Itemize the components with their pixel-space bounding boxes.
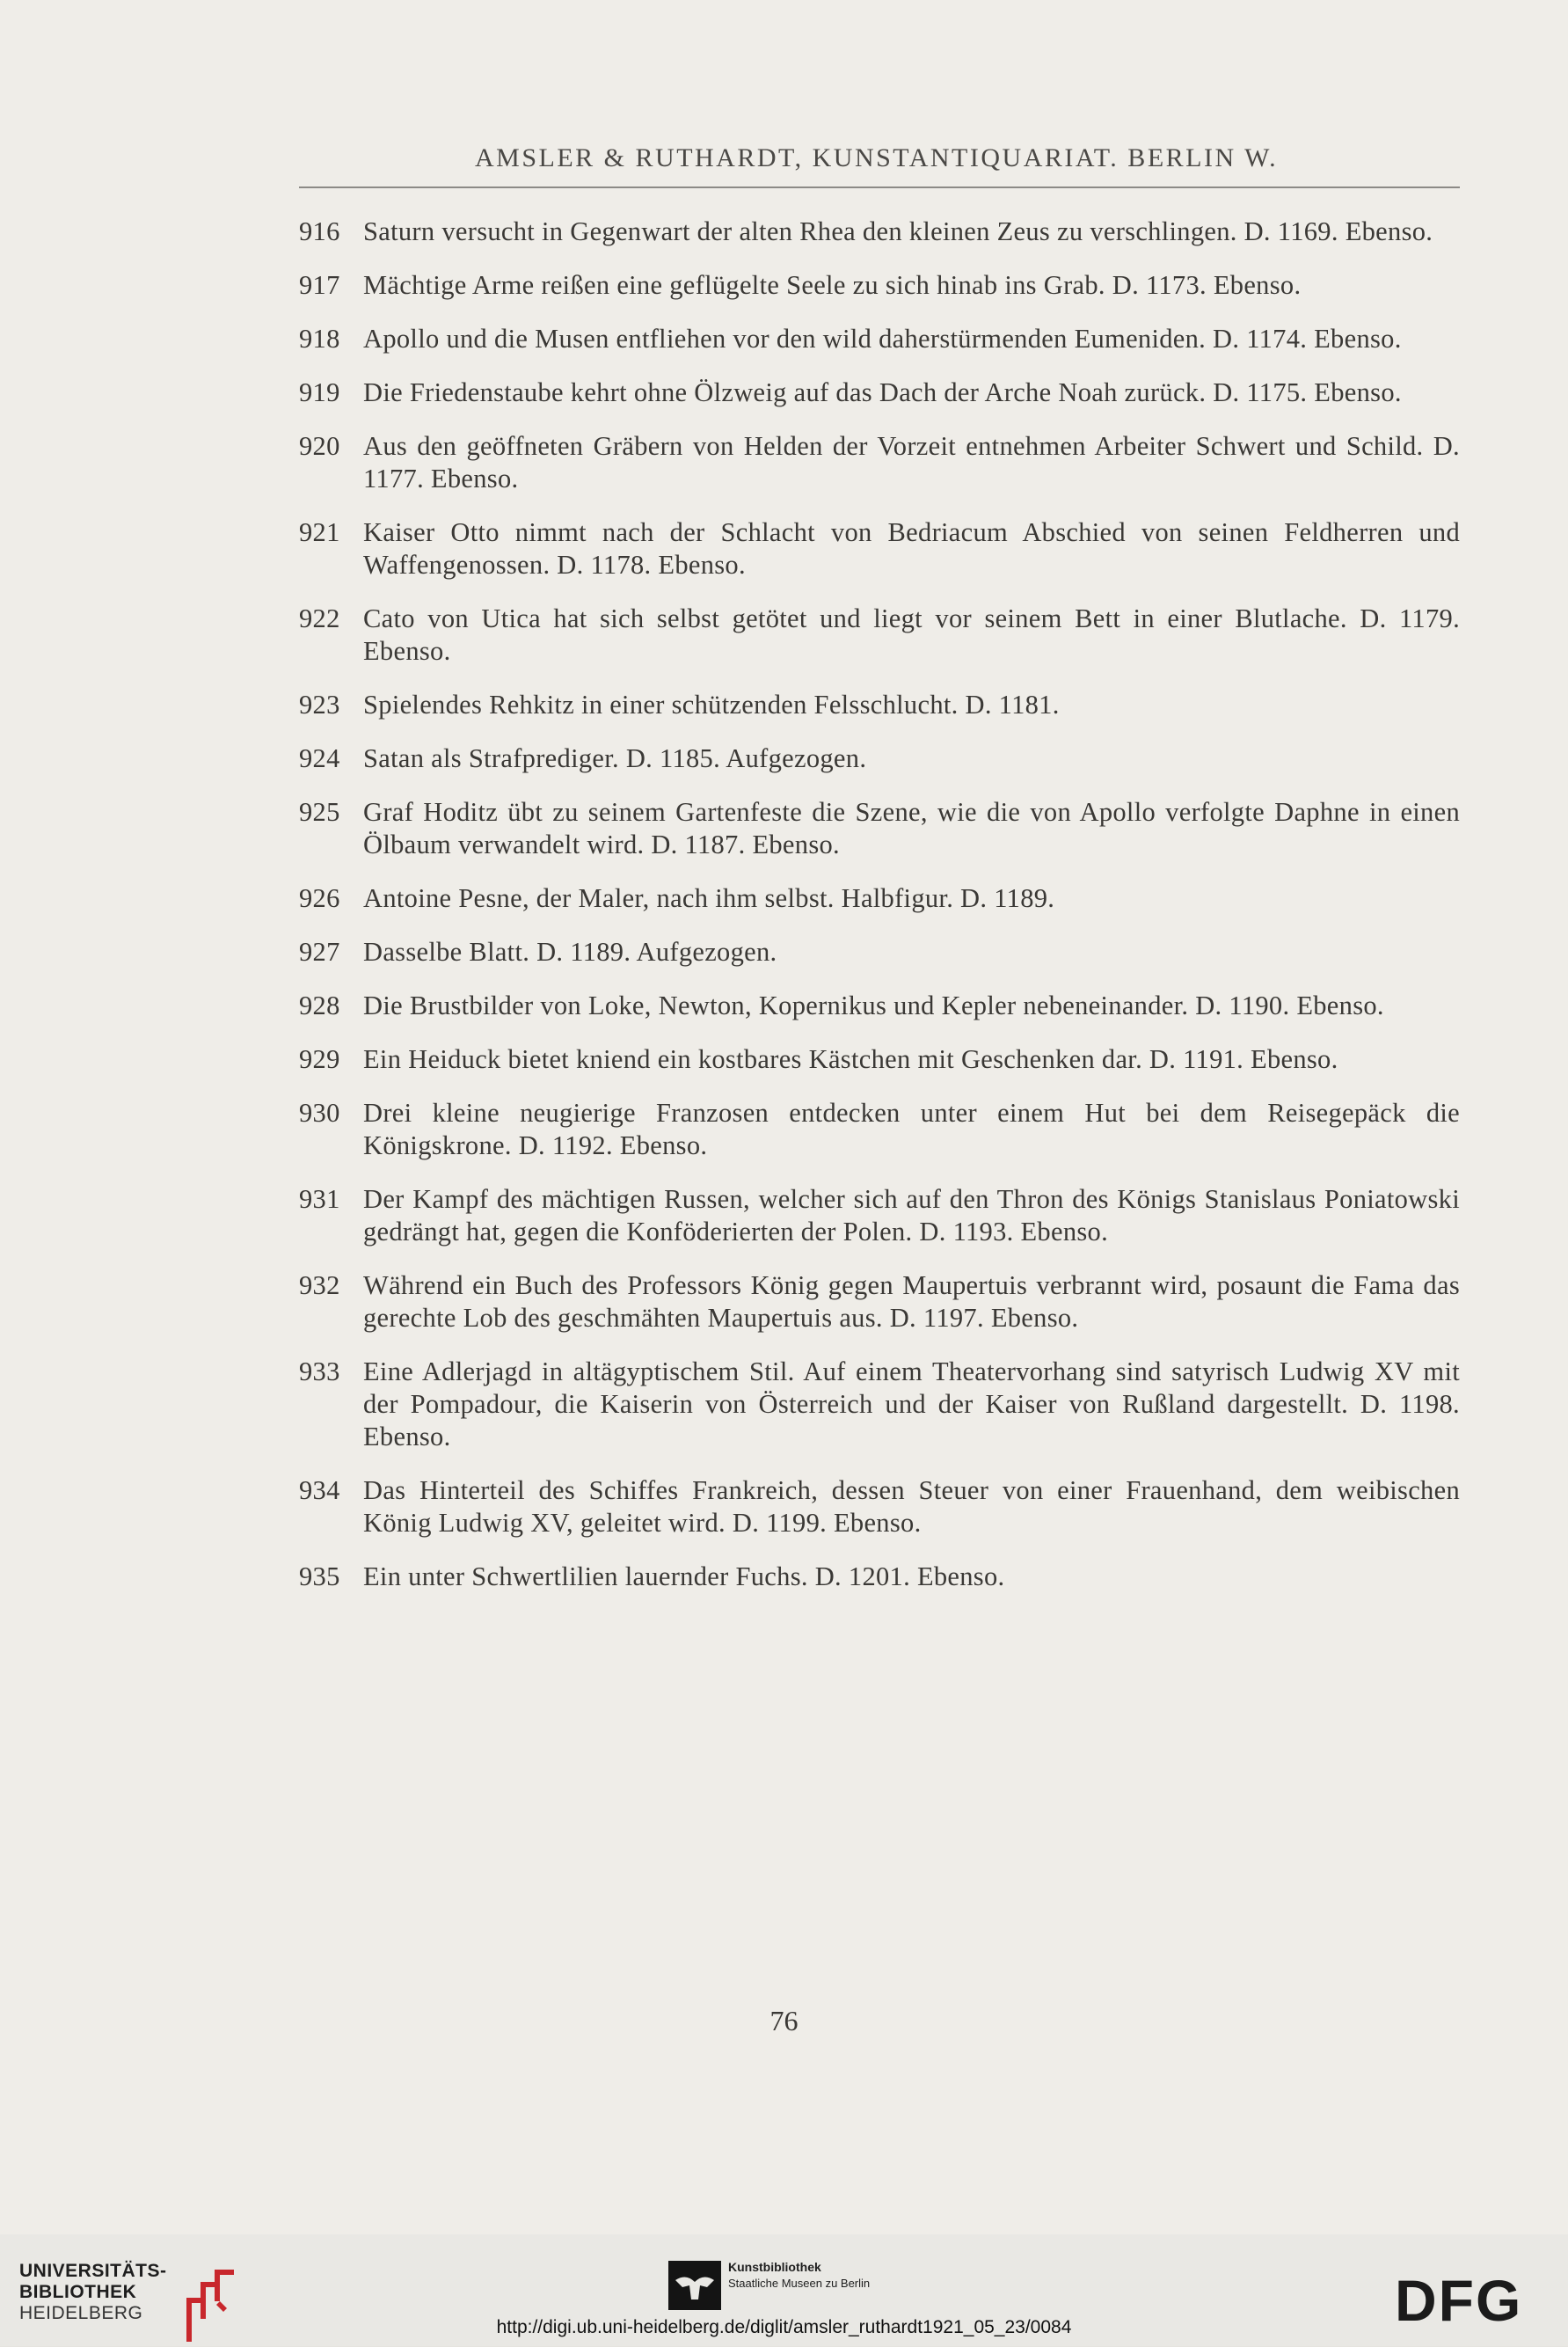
- catalog-entry: [299, 1183, 1460, 1248]
- entry-text: Ein unter Schwertlilien lauernder Fuchs. D. 1201. Ebenso.: [363, 1561, 1005, 1591]
- catalog-entry: [299, 1269, 1460, 1334]
- catalog-entry: [299, 742, 1460, 775]
- library-line-1: UNIVERSITÄTS-: [19, 2261, 167, 2281]
- catalog-entry: [299, 323, 1460, 355]
- entry-number: 918: [299, 324, 340, 354]
- catalog-entry: [299, 796, 1460, 861]
- entry-text: Aus den geöffneten Gräbern von Helden der Vorzeit entnehmen Arbeiter Schwert und Schild. D. 1177. Ebenso.: [363, 431, 1460, 494]
- catalog-entry: [299, 1356, 1460, 1453]
- page-header: AMSLER & RUTHARDT, KUNSTANTIQUARIAT. BERLIN W.: [475, 143, 1279, 172]
- entry-number: 929: [299, 1044, 340, 1074]
- catalog-entry: [299, 1474, 1460, 1539]
- entry-number: 924: [299, 743, 340, 773]
- entry-number: 922: [299, 603, 340, 633]
- entry-text: Eine Adlerjagd in altägyptischem Stil. Auf einem Theatervorhang sind satyrisch Ludwig XV mit der Pompadour, die Kaiserin von Österreich und der Kaiser von Rußland dargestellt. D. 1198. Ebenso.: [363, 1356, 1460, 1451]
- dfg-logo[interactable]: DFG: [1395, 2268, 1523, 2333]
- footer-bar: [0, 2234, 1568, 2346]
- entry-number: 919: [299, 377, 340, 407]
- catalog-entry: [299, 689, 1460, 721]
- catalog-entry: [299, 1561, 1460, 1593]
- entry-text: Die Brustbilder von Loke, Newton, Kopernikus und Kepler nebeneinander. D. 1190. Ebenso.: [363, 991, 1384, 1020]
- library-line-3: HEIDELBERG: [19, 2303, 143, 2323]
- catalog-entries: [299, 216, 1460, 1614]
- catalog-entry: [299, 430, 1460, 495]
- header-rule: [299, 186, 1460, 188]
- entry-number: 931: [299, 1184, 340, 1214]
- entry-number: 921: [299, 517, 340, 547]
- entry-number: 934: [299, 1475, 340, 1505]
- entry-number: 925: [299, 797, 340, 827]
- catalog-entry: [299, 603, 1460, 668]
- entry-text: Mächtige Arme reißen eine geflügelte Seele zu sich hinab ins Grab. D. 1173. Ebenso.: [363, 270, 1302, 300]
- kb-title: Kunstbibliothek: [728, 2260, 821, 2274]
- entry-number: 926: [299, 883, 340, 913]
- entry-text: Kaiser Otto nimmt nach der Schlacht von Bedriacum Abschied von seinen Feldherren und Waffengenossen. D. 1178. Ebenso.: [363, 517, 1460, 580]
- permalink-url[interactable]: http://digi.ub.uni-heidelberg.de/diglit/amsler_ruthardt1921_05_23/0084: [496, 2317, 1072, 2337]
- catalog-entry: [299, 1097, 1460, 1162]
- entry-text: Das Hinterteil des Schiffes Frankreich, dessen Steuer von einer Frauenhand, dem weibischen König Ludwig XV, geleitet wird. D. 1199. Ebenso.: [363, 1475, 1460, 1538]
- entry-number: 930: [299, 1098, 340, 1128]
- page-number: 76: [769, 2005, 799, 2036]
- entry-text: Drei kleine neugierige Franzosen entdecken unter einem Hut bei dem Reisegepäck die Königskrone. D. 1192. Ebenso.: [363, 1098, 1460, 1160]
- catalog-entry: [299, 936, 1460, 969]
- entry-text: Saturn versucht in Gegenwart der alten Rhea den kleinen Zeus zu verschlingen. D. 1169. Ebenso.: [363, 216, 1433, 246]
- university-library-logo[interactable]: [19, 2261, 167, 2324]
- entry-number: 917: [299, 270, 340, 300]
- eagle-icon: [668, 2261, 721, 2310]
- catalog-entry: [299, 377, 1460, 409]
- entry-text: Die Friedenstaube kehrt ohne Ölzweig auf das Dach der Arche Noah zurück. D. 1175. Ebenso.: [363, 377, 1402, 407]
- entry-text: Antoine Pesne, der Maler, nach ihm selbst. Halbfigur. D. 1189.: [363, 883, 1055, 913]
- catalog-entry: [299, 1043, 1460, 1076]
- entry-number: 927: [299, 937, 340, 967]
- entry-number: 933: [299, 1356, 340, 1386]
- entry-number: 928: [299, 991, 340, 1020]
- entry-text: Apollo und die Musen entfliehen vor den wild daherstürmenden Eumeniden. D. 1174. Ebenso.: [363, 324, 1402, 354]
- entry-number: 935: [299, 1561, 340, 1591]
- entry-number: 932: [299, 1270, 340, 1300]
- entry-number: 916: [299, 216, 340, 246]
- catalog-entry: [299, 269, 1460, 302]
- entry-text: Spielendes Rehkitz in einer schützenden Felsschlucht. D. 1181.: [363, 690, 1060, 720]
- catalog-entry: [299, 216, 1460, 248]
- entry-text: Dasselbe Blatt. D. 1189. Aufgezogen.: [363, 937, 777, 967]
- entry-text: Der Kampf des mächtigen Russen, welcher sich auf den Thron des Königs Stanislaus Poniatowski gedrängt hat, gegen die Konföderierten der Polen. D. 1193. Ebenso.: [363, 1184, 1460, 1247]
- entry-text: Cato von Utica hat sich selbst getötet und liegt vor seinem Bett in einer Blutlache. D. 1179. Ebenso.: [363, 603, 1460, 666]
- entry-text: Satan als Strafprediger. D. 1185. Aufgezogen.: [363, 743, 867, 773]
- entry-text: Ein Heiduck bietet kniend ein kostbares Kästchen mit Geschenken dar. D. 1191. Ebenso.: [363, 1044, 1338, 1074]
- catalog-entry: [299, 990, 1460, 1022]
- catalog-entry: [299, 882, 1460, 915]
- entry-text: Während ein Buch des Professors König gegen Maupertuis verbrannt wird, posaunt die Fama das gerechte Lob des geschmähten Maupertuis aus. D. 1197. Ebenso.: [363, 1270, 1460, 1333]
- library-line-2: BIBLIOTHEK: [19, 2282, 137, 2302]
- entry-number: 923: [299, 690, 340, 720]
- entry-text: Graf Hoditz übt zu seinem Gartenfeste die Szene, wie die von Apollo verfolgte Daphne in einen Ölbaum verwandelt wird. D. 1187. Ebenso.: [363, 797, 1460, 859]
- catalog-entry: [299, 516, 1460, 581]
- entry-number: 920: [299, 431, 340, 461]
- kb-subtitle: Staatliche Museen zu Berlin: [728, 2277, 871, 2290]
